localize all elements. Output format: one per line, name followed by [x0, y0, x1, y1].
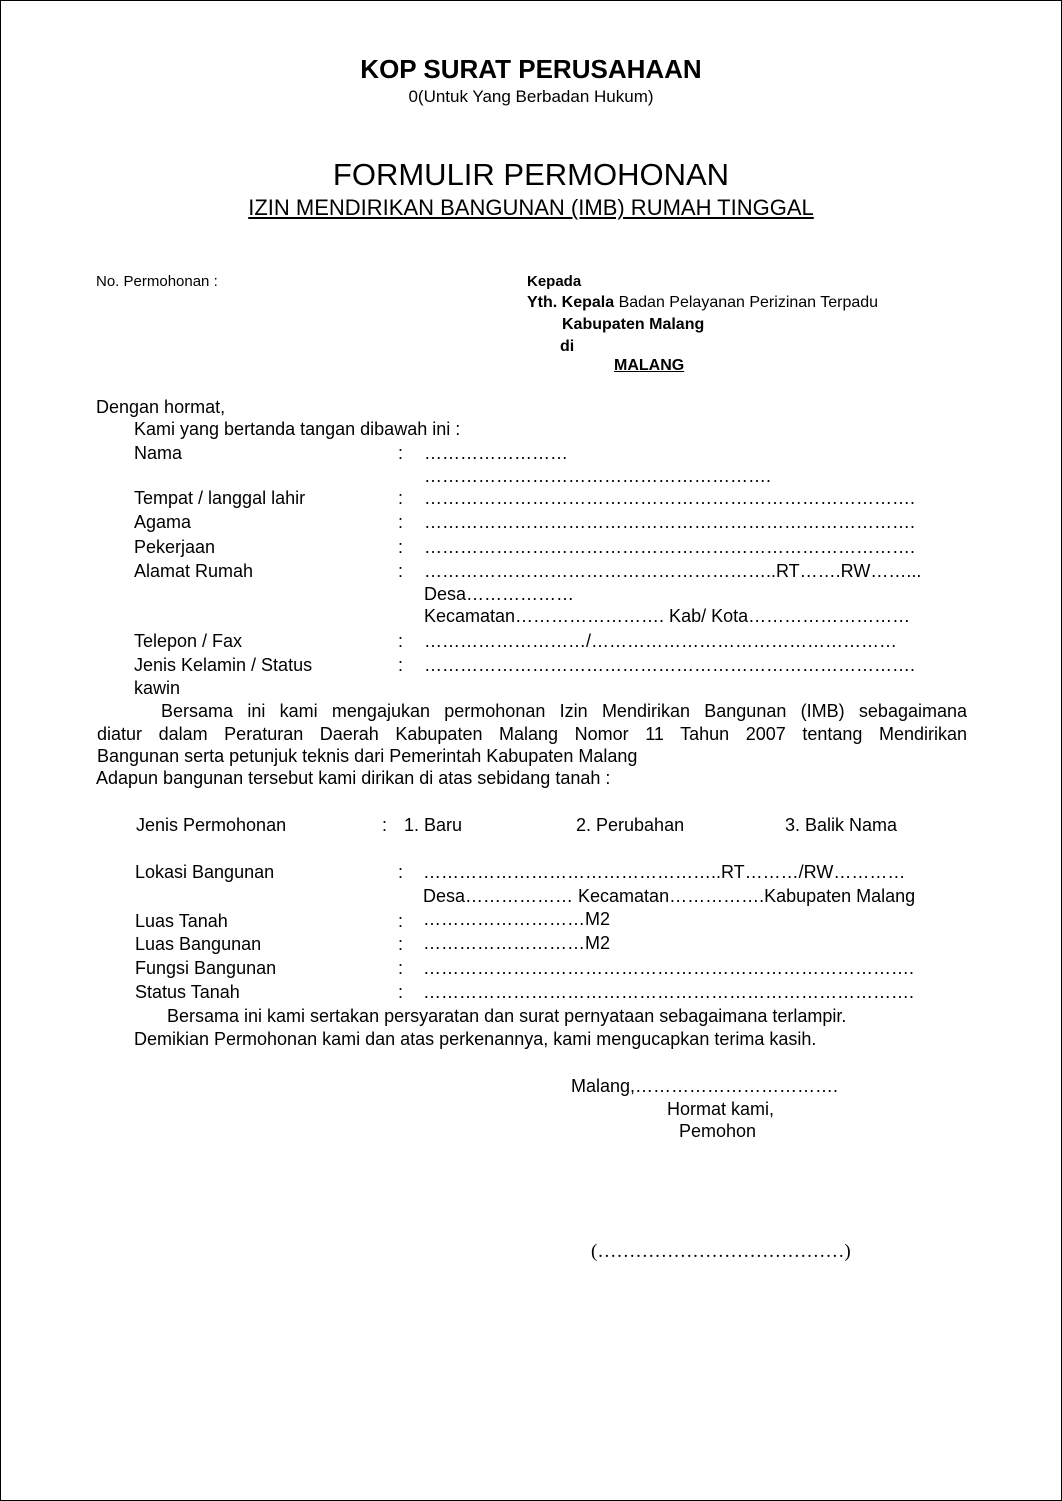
field-nama-dots[interactable]: ……………………: [424, 443, 568, 463]
body-para2: Adapun bangunan tersebut kami dirikan di atas sebidang tanah :: [96, 768, 611, 788]
field-colon: :: [398, 911, 404, 931]
field-colon: :: [398, 537, 404, 557]
form-subtitle-wrap: [1, 195, 1061, 221]
kabupaten-label: Kabupaten Malang: [562, 316, 705, 333]
field-label-ttl: Tempat / langgal lahir: [134, 488, 306, 508]
body-para-line1: Bersama ini kami mengajukan permohonan Izin Mendirikan Bangunan (IMB) sebagaimana: [161, 701, 967, 721]
field-colon: :: [398, 443, 404, 463]
field-colon: :: [398, 934, 404, 954]
field-label-luas-bangunan: Luas Bangunan: [135, 934, 262, 954]
yth-label: Yth. Kepala: [527, 294, 615, 311]
field-colon: :: [398, 958, 404, 978]
field-label-jenis-kelamin-2: kawin: [134, 678, 181, 698]
field-colon: :: [398, 655, 404, 675]
field-alamat-desa[interactable]: Desa………………: [424, 584, 575, 604]
body-para-line2: diatur dalam Peraturan Daerah Kabupaten Malang Nomor 11 Tahun 2007 tentang Mendirikan: [97, 724, 967, 744]
field-colon: :: [398, 631, 404, 651]
signature-name-line[interactable]: (…………………………………): [591, 1241, 851, 1262]
field-alamat-line1[interactable]: …………………………………………………..RT…….RW……...: [424, 561, 922, 581]
form-title: FORMULIR PERMOHONAN: [332, 157, 730, 192]
kop-heading: KOP SURAT PERUSAHAAN: [360, 54, 702, 84]
field-colon: :: [398, 561, 404, 581]
field-ttl-dots[interactable]: ……………………………………………………………………….: [424, 488, 916, 508]
field-nama-dots-2[interactable]: ………………………………………………….: [424, 466, 772, 486]
field-label-agama: Agama: [134, 512, 192, 532]
kepada-label: Kepada: [527, 273, 582, 290]
field-lokasi-line1[interactable]: …………………………………………..RT………/RW…………: [423, 862, 906, 882]
body-para-line3: Bangunan serta petunjuk teknis dari Pemerintah Kabupaten Malang: [97, 746, 638, 766]
signature-hormat: Hormat kami,: [667, 1099, 775, 1119]
field-label-luas-tanah: Luas Tanah: [135, 911, 228, 931]
field-telepon-dots[interactable]: ………………………/……………………………………………: [424, 631, 898, 651]
field-colon: :: [382, 815, 388, 835]
form-subtitle: IZIN MENDIRIKAN BANGUNAN (IMB) RUMAH TINGGAL: [248, 195, 814, 220]
agency-name: Badan Pelayanan Perizinan Terpadu: [614, 294, 879, 311]
field-label-telepon: Telepon / Fax: [134, 631, 243, 651]
field-label-jenis-permohonan: Jenis Permohonan: [136, 815, 287, 835]
option-balik-nama[interactable]: 3. Balik Nama: [785, 815, 898, 835]
field-label-jenis-kelamin: Jenis Kelamin / Status: [134, 655, 313, 675]
intro-line: Kami yang bertanda tangan dibawah ini :: [134, 419, 461, 439]
signature-place-date[interactable]: Malang,…………………………….: [571, 1076, 839, 1096]
field-colon: :: [398, 488, 404, 508]
field-label-alamat: Alamat Rumah: [134, 561, 254, 581]
field-status-tanah-dots[interactable]: ……………………………………………………………………….: [423, 982, 915, 1002]
city-label: MALANG: [614, 357, 685, 374]
field-luas-bangunan-dots[interactable]: ………………………M2: [423, 933, 611, 953]
field-luas-tanah-dots[interactable]: ………………………M2: [423, 909, 611, 929]
closing-line2: Demikian Permohonan kami dan atas perkenannya, kami mengucapkan terima kasih.: [134, 1029, 817, 1049]
yth-line: [527, 294, 878, 312]
field-lokasi-line2[interactable]: Desa……………… Kecamatan…………….Kabupaten Malang: [423, 886, 916, 906]
option-perubahan[interactable]: 2. Perubahan: [576, 815, 685, 835]
field-pekerjaan-dots[interactable]: ……………………………………………………………………….: [424, 537, 916, 557]
field-colon: :: [398, 512, 404, 532]
field-label-nama: Nama: [134, 443, 183, 463]
field-label-fungsi: Fungsi Bangunan: [135, 958, 277, 978]
no-permohonan-label: No. Permohonan :: [96, 273, 218, 290]
field-jenis-kelamin-dots[interactable]: ……………………………………………………………………….: [424, 655, 916, 675]
field-alamat-kecamatan[interactable]: Kecamatan……………………. Kab/ Kota………………………: [424, 606, 911, 626]
option-baru[interactable]: 1. Baru: [404, 815, 463, 835]
closing-line1: Bersama ini kami sertakan persyaratan dan surat pernyataan sebagaimana terlampir.: [167, 1006, 847, 1026]
field-colon: :: [398, 982, 404, 1002]
field-label-pekerjaan: Pekerjaan: [134, 537, 216, 557]
signature-pemohon: Pemohon: [679, 1121, 757, 1141]
greeting: Dengan hormat,: [96, 397, 226, 417]
di-label: di: [560, 338, 575, 355]
field-label-status-tanah: Status Tanah: [135, 982, 240, 1002]
field-agama-dots[interactable]: ……………………………………………………………………….: [424, 512, 916, 532]
field-fungsi-dots[interactable]: ……………………………………………………………………….: [423, 958, 915, 978]
field-label-lokasi: Lokasi Bangunan: [135, 862, 275, 882]
field-colon: :: [398, 862, 404, 882]
kop-subheading: 0(Untuk Yang Berbadan Hukum): [408, 87, 654, 106]
